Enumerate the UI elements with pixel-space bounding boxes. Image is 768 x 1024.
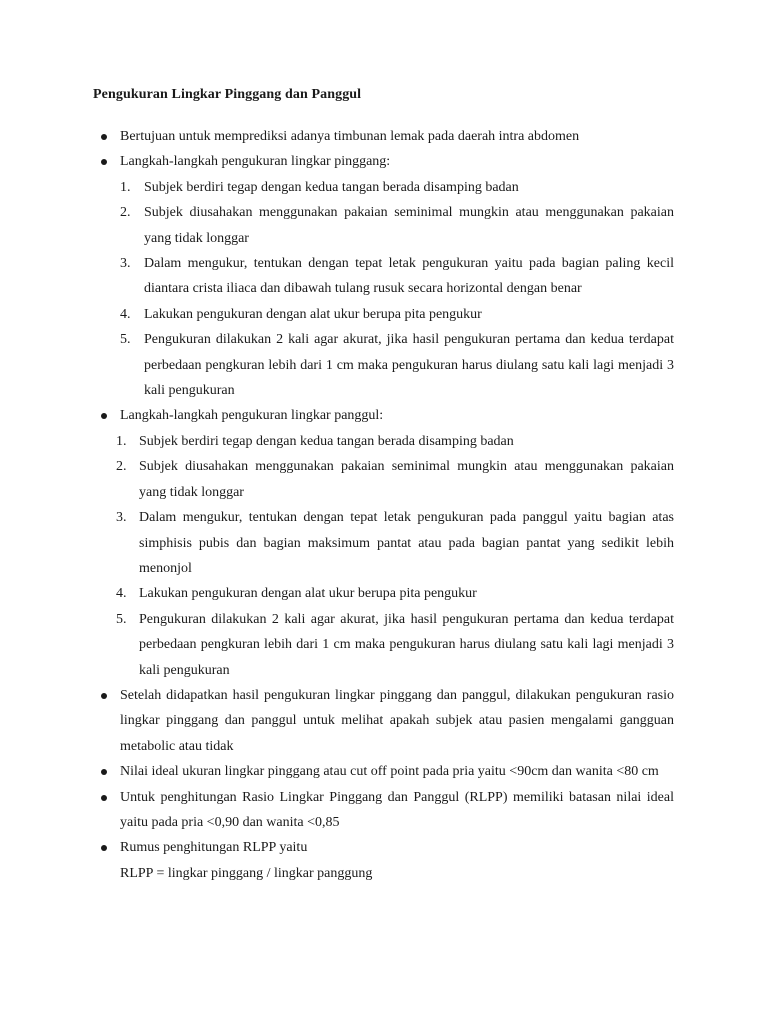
bullet-icon: [101, 693, 107, 699]
bullet-text: Bertujuan untuk memprediksi adanya timbunan lemak pada daerah intra abdomen: [120, 129, 580, 144]
hip-step-item: [0, 454, 674, 505]
bullet-icon: [101, 769, 107, 775]
list-number: 2.: [120, 205, 131, 221]
list-text: Subjek diusahakan menggunakan pakaian seminimal mungkin atau menggunakan pakaian yang tidak longgar: [139, 459, 674, 500]
list-text: Pengukuran dilakukan 2 kali agar akurat, jika hasil pengukuran pertama dan kedua terdapat perbedaan pengkuran lebih dari 1 cm maka pengukuran harus diulang satu kali lagi menjadi 3 kali pengukuran: [139, 611, 674, 678]
bullet-text: Langkah-langkah pengukuran lingkar pinggang:: [120, 154, 391, 170]
list-text: Lakukan pengukuran dengan alat ukur berupa pita pengukur: [144, 306, 482, 322]
waist-step-item: [0, 251, 674, 302]
bullet-icon: [101, 845, 107, 851]
bullet-text: Setelah didapatkan hasil pengukuran lingkar pinggang dan panggul, dilakukan pengukuran rasio lingkar pinggang dan panggul untuk melihat apakah subjek atau pasien mengalami gangguan metabolic atau tidak: [120, 687, 674, 754]
list-number: 4.: [116, 586, 127, 602]
document-body: [0, 124, 768, 886]
list-number: 2.: [116, 459, 127, 475]
waist-step-item: [0, 302, 674, 327]
bullet-purpose: [0, 124, 674, 149]
bullet-icon: [101, 134, 107, 140]
list-number: 4.: [120, 306, 131, 322]
bullet-rlpp-limits: [0, 785, 674, 836]
list-text: Subjek diusahakan menggunakan pakaian seminimal mungkin atau menggunakan pakaian yang tidak longgar: [144, 205, 674, 246]
hip-step-item: [0, 429, 674, 454]
bullet-icon: [101, 159, 107, 165]
bullet-hip-steps-heading: [0, 403, 674, 428]
hip-step-item: [0, 505, 674, 581]
waist-step-item: [0, 327, 674, 403]
list-text: Lakukan pengukuran dengan alat ukur berupa pita pengukur: [139, 586, 477, 602]
bullet-icon: [101, 413, 107, 419]
list-text: Subjek berdiri tegap dengan kedua tangan berada disamping badan: [144, 179, 519, 195]
bullet-text: Rumus penghitungan RLPP yaitu: [120, 840, 308, 856]
bullet-rlpp-formula-heading: [0, 835, 674, 860]
list-text: Dalam mengukur, tentukan dengan tepat letak pengukuran yaitu pada bagian paling kecil diantara crista iliaca dan dibawah tulang rusuk secara horizontal dengan benar: [144, 256, 674, 297]
list-number: 3.: [120, 256, 131, 272]
list-text: Subjek berdiri tegap dengan kedua tangan berada disamping badan: [139, 433, 514, 449]
waist-step-item: [0, 175, 674, 200]
document-title: Pengukuran Lingkar Pinggang dan Panggul: [93, 87, 362, 102]
bullet-text: Untuk penghitungan Rasio Lingkar Pinggang dan Panggul (RLPP) memiliki batasan nilai ideal yaitu pada pria <0,90 dan wanita <0,85: [120, 789, 674, 830]
list-number: 3.: [116, 510, 127, 526]
bullet-waist-cutoff: [0, 759, 674, 784]
bullet-waist-steps-heading: [0, 149, 674, 174]
bullet-text: Nilai ideal ukuran lingkar pinggang atau cut off point pada pria yaitu <90cm dan wanita <80 cm: [120, 764, 659, 780]
list-number: 1.: [116, 433, 127, 449]
hip-step-item: [0, 581, 674, 606]
rlpp-formula: RLPP = lingkar pinggang / lingkar panggung: [120, 865, 373, 881]
list-number: 5.: [120, 332, 131, 348]
list-number: 5.: [116, 611, 127, 627]
list-number: 1.: [120, 179, 131, 195]
bullet-icon: [101, 795, 107, 801]
list-text: Dalam mengukur, tentukan dengan tepat letak pengukuran pada panggul yaitu bagian atas simphisis pubis dan bagian maksimum pantat atau pada bagian pantat yang sedikit lebih menonjol: [139, 510, 674, 576]
bullet-ratio-measurement: [0, 683, 674, 759]
waist-step-item: [0, 200, 674, 251]
hip-step-item: [0, 607, 674, 683]
bullet-text: Langkah-langkah pengukuran lingkar panggul:: [120, 408, 384, 424]
list-text: Pengukuran dilakukan 2 kali agar akurat, jika hasil pengukuran pertama dan kedua terdapat perbedaan pengkuran lebih dari 1 cm maka pengukuran harus diulang satu kali lagi menjadi 3 kali pengukuran: [144, 332, 674, 399]
